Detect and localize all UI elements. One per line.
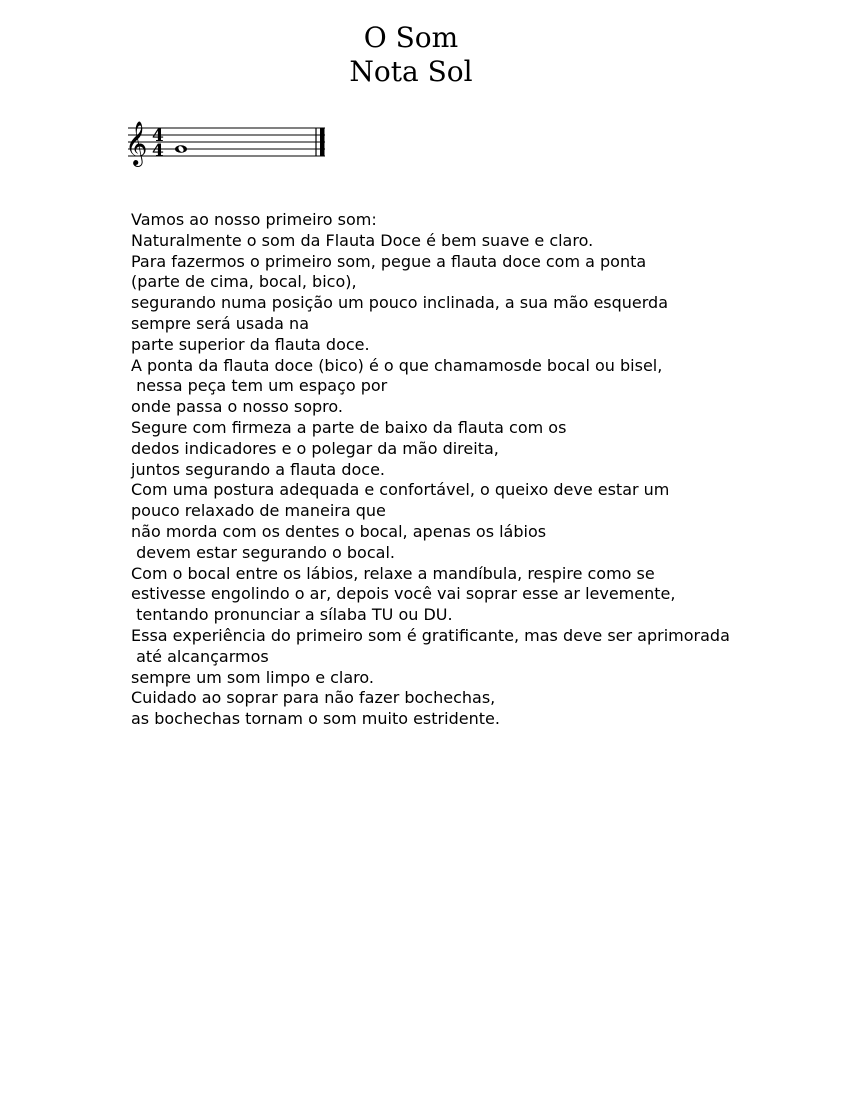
page-title: O Som xyxy=(363,21,459,54)
text-line: Essa experiência do primeiro som é gratificante, mas deve ser aprimorada xyxy=(131,625,730,645)
text-line: Naturalmente o som da Flauta Doce é bem suave e claro. xyxy=(131,230,594,250)
page-subtitle: Nota Sol xyxy=(349,55,473,88)
text-line: sempre um som limpo e claro. xyxy=(131,667,374,687)
text-line: Cuidado ao soprar para não fazer bochechas, xyxy=(131,688,496,708)
text-line: as bochechas tornam o som muito estridente. xyxy=(131,709,500,729)
body-text xyxy=(131,210,831,730)
text-line: dedos indicadores e o polegar da mão direita, xyxy=(131,438,499,458)
text-line: tentando pronunciar a sílaba TU ou DU. xyxy=(131,605,453,625)
text-line: (parte de cima, bocal, bico), xyxy=(131,272,357,292)
whole-note-icon xyxy=(175,145,187,153)
staff-svg xyxy=(122,112,332,172)
text-line: juntos segurando a flauta doce. xyxy=(131,459,385,479)
text-line: Vamos ao nosso primeiro som: xyxy=(131,210,377,229)
text-line: segurando numa posição um pouco inclinada, a sua mão esquerda xyxy=(131,293,669,313)
text-line: A ponta da flauta doce (bico) é o que chamamosde bocal ou bisel, xyxy=(131,355,663,375)
text-line: parte superior da flauta doce. xyxy=(131,334,370,354)
time-signature-numerator: 4 xyxy=(152,126,164,146)
text-line: pouco relaxado de maneira que xyxy=(131,501,386,521)
text-line: devem estar segurando o bocal. xyxy=(131,542,395,562)
text-line: Segure com firmeza a parte de baixo da flauta com os xyxy=(131,417,567,437)
text-line: nessa peça tem um espaço por xyxy=(131,376,388,396)
text-line: sempre será usada na xyxy=(131,313,309,333)
text-line: onde passa o nosso sopro. xyxy=(131,397,343,417)
text-line: Para fazermos o primeiro som, pegue a flauta doce com a ponta xyxy=(131,251,647,271)
text-line: Com uma postura adequada e confortável, o queixo deve estar um xyxy=(131,480,670,500)
text-line: estivesse engolindo o ar, depois você vai soprar esse ar levemente, xyxy=(131,584,676,604)
time-signature-denominator: 4 xyxy=(152,141,164,161)
text-line: até alcançarmos xyxy=(131,646,269,666)
text-line: Com o bocal entre os lábios, relaxe a mandíbula, respire como se xyxy=(131,563,655,583)
music-staff xyxy=(122,112,332,172)
text-line: não morda com os dentes o bocal, apenas os lábios xyxy=(131,521,547,541)
treble-clef-icon: 𝄞 xyxy=(125,121,148,165)
